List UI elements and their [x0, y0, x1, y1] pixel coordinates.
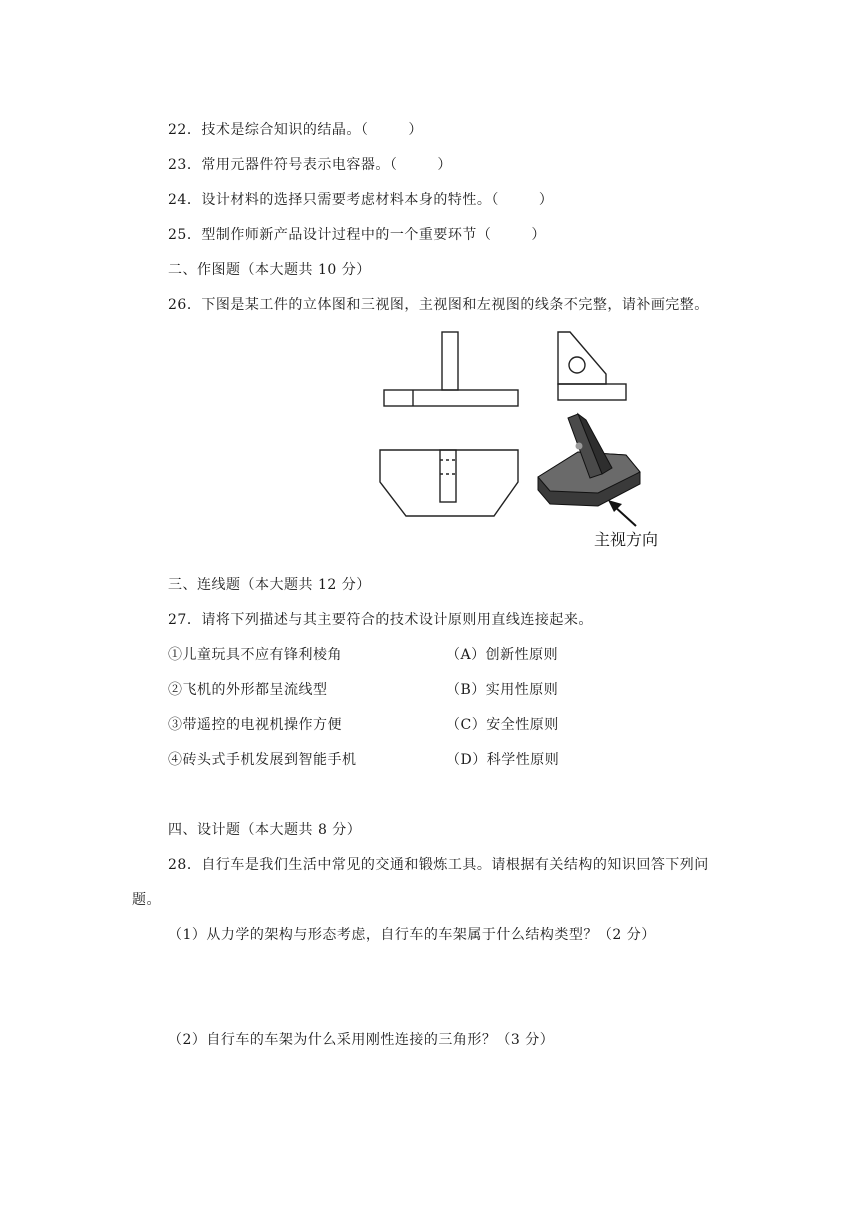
question-24 [168, 189, 553, 209]
workpiece-views-figure [372, 322, 682, 554]
question-28-line-1: 28．自行车是我们生活中常见的交通和锻炼工具。请根据有关结构的知识回答下列问 [168, 857, 709, 873]
answer-paren-close: ） [538, 192, 554, 208]
match-left-item-4: ④砖头式手机发展到智能手机 [168, 752, 357, 768]
top-view [380, 450, 518, 516]
left-view [558, 332, 626, 400]
section-4-heading: 四、设计题（本大题共 8 分） [168, 822, 362, 838]
section-2-heading: 二、作图题（本大题共 10 分） [168, 262, 371, 278]
match-left-item-3: ③带遥控的电视机操作方便 [168, 717, 342, 733]
question-27: 27．请将下列描述与其主要符合的技术设计原则用直线连接起来。 [168, 612, 593, 628]
match-right-item-b: （B）实用性原则 [446, 682, 559, 698]
answer-paren-close: ） [408, 122, 423, 138]
question-23 [168, 154, 452, 174]
front-view [384, 332, 518, 406]
match-left-item-2: ②飞机的外形都呈流线型 [168, 682, 328, 698]
section-3-heading: 三、连线题（本大题共 12 分） [168, 577, 371, 593]
question-text: 24．设计材料的选择只需要考虑材料本身的特性。（ [168, 192, 499, 208]
match-left-item-1: ①儿童玩具不应有锋利棱角 [168, 647, 342, 663]
sub-question-2: （2）自行车的车架为什么采用刚性连接的三角形？（3 分） [168, 1032, 555, 1048]
answer-paren-close: ） [531, 227, 546, 243]
question-22 [168, 119, 423, 139]
question-text: 22．技术是综合知识的结晶。（ [168, 122, 369, 138]
figure-caption: 主视方向 [594, 530, 659, 549]
sub-question-1: （1）从力学的架构与形态考虑，自行车的车架属于什么结构类型？（2 分） [168, 927, 656, 943]
question-text: 25．型制作师新产品设计过程中的一个重要环节（ [168, 227, 492, 243]
match-right-item-c: （C）安全性原则 [446, 717, 559, 733]
question-text: 23．常用元器件符号表示电容器。（ [168, 157, 398, 173]
question-28-line-2: 题。 [132, 892, 161, 908]
view-direction-arrow [608, 500, 636, 526]
answer-paren-close: ） [437, 157, 452, 173]
match-right-item-a: （A）创新性原则 [446, 647, 559, 663]
question-25 [168, 224, 546, 244]
match-right-item-d: （D）科学性原则 [446, 752, 560, 768]
isometric-solid [538, 414, 640, 506]
question-26: 26．下图是某工件的立体图和三视图，主视图和左视图的线条不完整，请补画完整。 [168, 297, 709, 313]
